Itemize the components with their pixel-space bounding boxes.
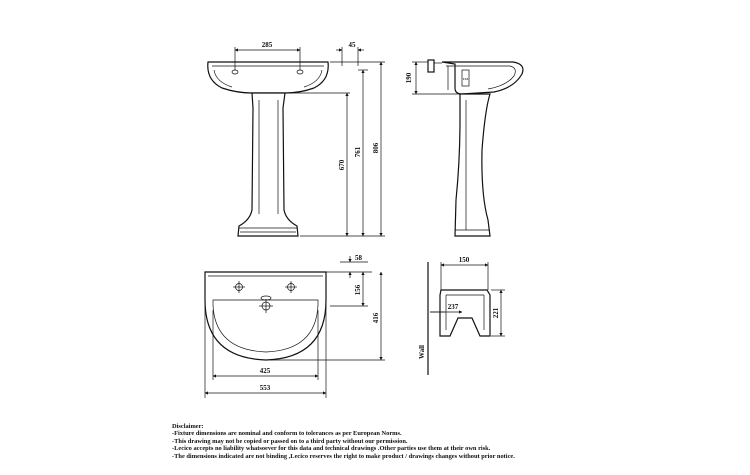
plan-view: [205, 254, 385, 398]
side-elevation-view: [405, 60, 523, 236]
dim-top-overall-width: 553: [259, 384, 271, 392]
disclaimer-title: Disclaimer:: [172, 423, 204, 430]
front-pedestal: [238, 93, 298, 236]
side-pedestal-profile: [455, 94, 490, 236]
dim-top-inner-width: 425: [259, 367, 271, 375]
disclaimer-line-2: -This drawing may not be copied or passed on to a third party without our permission.: [172, 437, 408, 445]
pedestal-footprint: [440, 290, 490, 336]
dim-front-pedestal-height: 670: [338, 159, 346, 171]
dim-foot-diag: 237: [447, 303, 459, 311]
dim-top-depth: 416: [372, 312, 380, 324]
disclaimer-line-4: -The dimensions indicated are not binding ,Lecico reserves the right to make product / drawings changes without prior notice.: [172, 452, 515, 460]
disclaimer-line-3: -Lecico accepts no liability whatsoever for this data and technical drawings .Other parties use them at their own risk.: [172, 445, 491, 453]
dim-foot-width: 150: [458, 256, 470, 264]
dim-foot-depth: 221: [492, 307, 500, 319]
disclaimer-line-1: -Fixture dimensions are nominal and conform to tolerances as per European Norms.: [172, 430, 402, 438]
dim-front-side-offset: 45: [348, 41, 356, 49]
front-basin-bowl: [208, 62, 328, 93]
dim-front-rim-height: 761: [354, 146, 362, 158]
dim-top-tap-to-back: 156: [354, 284, 362, 296]
wall-label: Wall: [418, 344, 426, 360]
side-basin-profile: [442, 62, 523, 94]
dim-front-bowl-height: 190: [405, 72, 413, 84]
side-wall-bracket: [428, 60, 434, 72]
dim-front-total-height: 806: [372, 142, 380, 154]
dim-top-depth-offset: 58: [355, 254, 362, 262]
disclaimer-block: [172, 423, 732, 460]
footprint-view: [418, 256, 505, 375]
plan-basin-outer: [205, 272, 326, 360]
dim-front-tap-span: 285: [261, 41, 273, 49]
front-elevation-view: [208, 41, 385, 236]
dim-side-label: 133: [462, 77, 469, 81]
